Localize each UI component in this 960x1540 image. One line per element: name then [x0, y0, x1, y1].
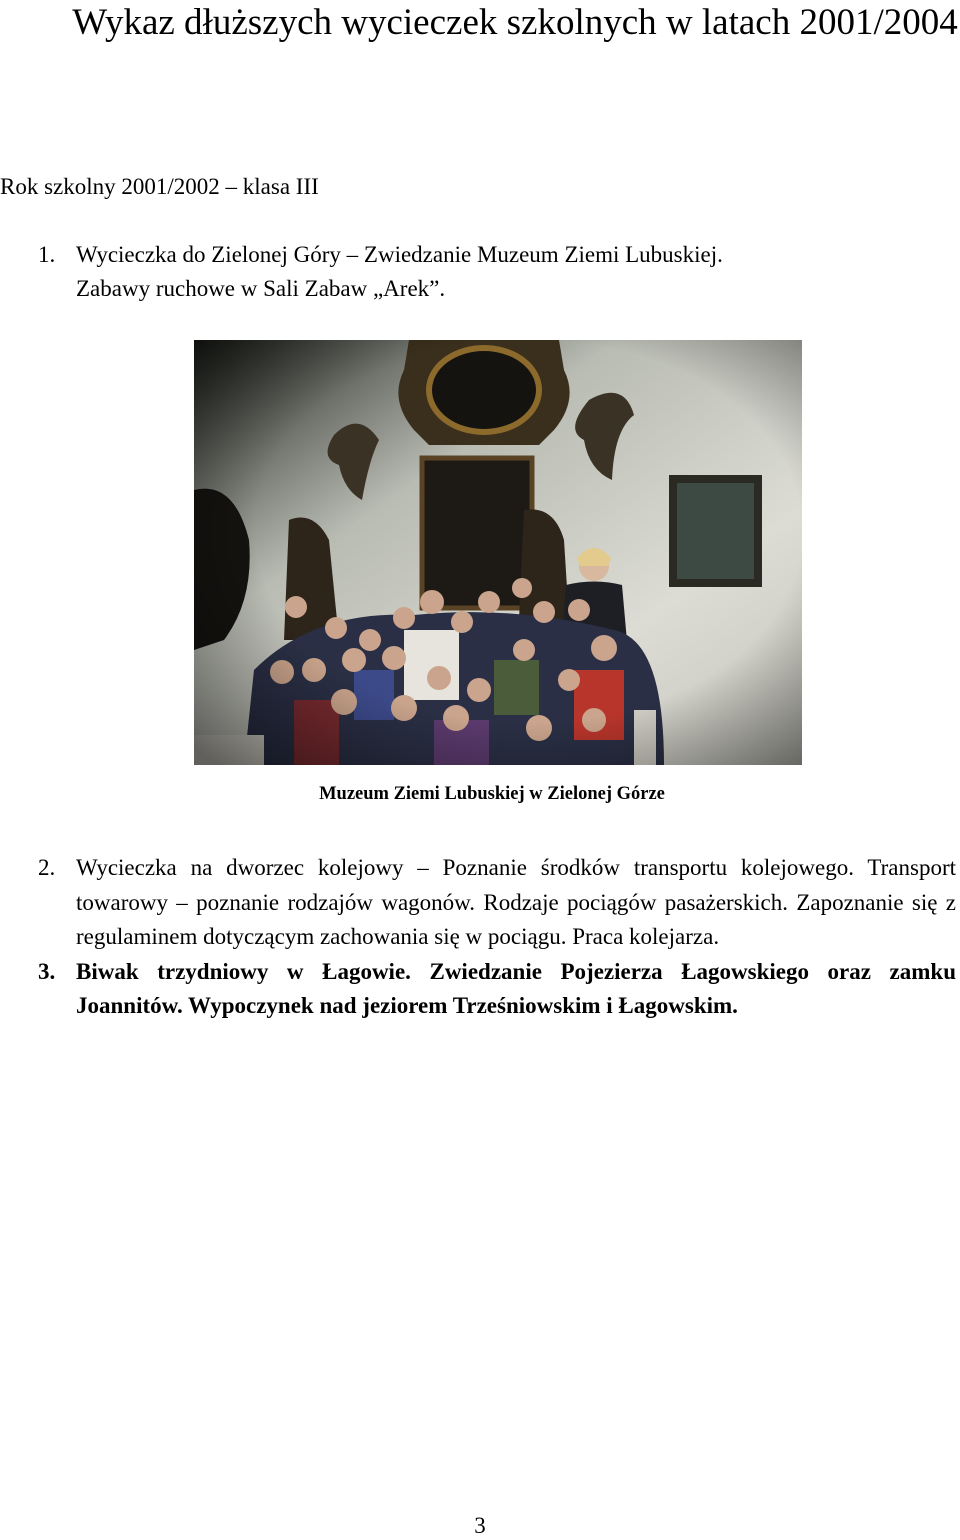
list-item-1 — [38, 238, 958, 306]
list-item-2 — [38, 851, 956, 955]
list-item-3-text: Biwak trzydniowy w Łagowie. Zwiedzanie Pojezierza Łagowskiego oraz zamku Joannitów. Wypoczynek nad jeziorem Trześniowskim i Łagowskim. — [76, 958, 956, 1018]
museum-group-photo — [194, 340, 802, 765]
photo-caption: Muzeum Ziemi Lubuskiej w Zielonej Górze — [319, 784, 665, 804]
page-title: Wykaz dłuższych wycieczek szkolnych w latach 2001/2004 — [72, 2, 958, 43]
list-item-number: 1. — [38, 242, 56, 267]
list-item-2-text: Wycieczka na dworzec kolejowy – Poznanie środków transportu kolejowego. Transport towarowy – poznanie rodzajów wagonów. Rodzaje pociągów pasażerskich. Zapoznanie się z regulaminem dotyczącym zachowania się w pociągu. Praca kolejarza. — [76, 855, 956, 949]
page-number-text: 3 — [474, 1513, 486, 1538]
list-item-3 — [38, 955, 956, 1024]
list-item-1-line1: Wycieczka do Zielonej Góry – Zwiedzanie Muzeum Ziemi Lubuskiej. — [76, 242, 723, 267]
list-item-number: 2. — [38, 855, 56, 880]
activities-list — [38, 851, 956, 1024]
page-number — [0, 1512, 960, 1540]
school-year-heading: Rok szkolny 2001/2002 – klasa III — [0, 174, 319, 199]
list-item-1-line2: Zabawy ruchowe w Sali Zabaw „Arek”. — [76, 276, 446, 301]
list-item-number: 3. — [38, 958, 56, 984]
